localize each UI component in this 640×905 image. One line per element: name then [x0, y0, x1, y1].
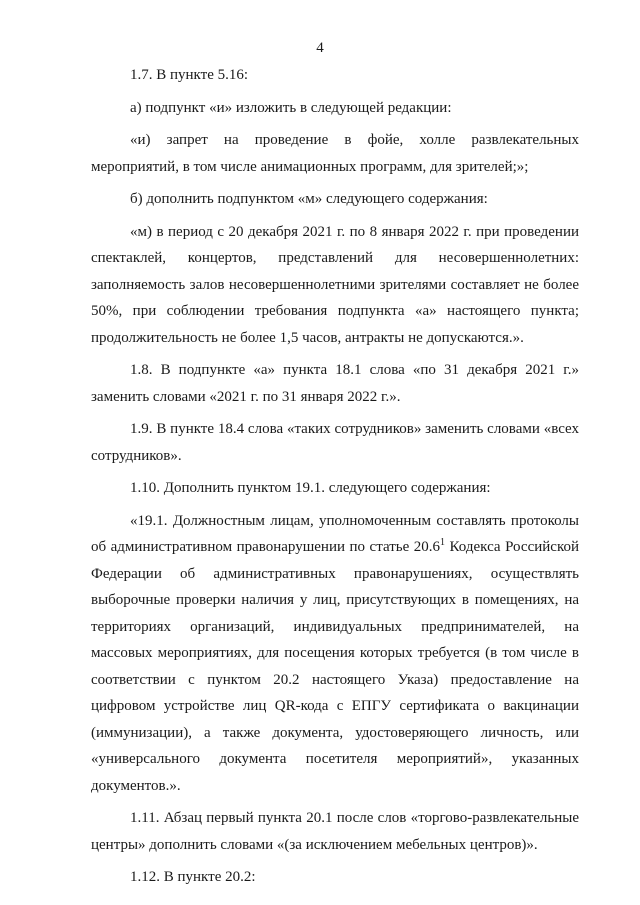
page-number: 4: [316, 40, 324, 56]
paragraph-1-11: 1.11. Абзац первый пункта 20.1 после слов «торгово-развлекательные центры» дополнить словами «(за исключением мебельных центров)».: [91, 810, 579, 853]
document-body: [91, 62, 579, 897]
paragraph-1-7: 1.7. В пункте 5.16:: [130, 67, 249, 83]
superscript-footnote: 1: [440, 537, 446, 548]
paragraph-quote-m: «м) в период с 20 декабря 2021 г. по 8 января 2022 г. при проведении спектаклей, концертов, представлений для несовершеннолетних: заполняемость залов несовершеннолетними зрителями составляет не более 50%, при соблюдении требования подпункта «а» настоящего пункта; продолжительность не более 1,5 часов, антракты не допускаются.».: [91, 223, 579, 346]
paragraph-subitem-b: б) дополнить подпунктом «м» следующего содержания:: [130, 191, 488, 207]
paragraph-19-1-start: «19.1. Должностным лицам, уполномоченным составлять протоколы об административном правонарушении по статье 20.6: [91, 512, 579, 555]
paragraph-1-10: 1.10. Дополнить пунктом 19.1. следующего содержания:: [130, 480, 491, 496]
paragraph-1-9: 1.9. В пункте 18.4 слова «таких сотрудников» заменить словами «всех сотрудников».: [91, 421, 579, 464]
paragraph-1-8: 1.8. В подпункте «а» пункта 18.1 слова «по 31 декабря 2021 г.» заменить словами «2021 г. по 31 января 2022 г.».: [91, 362, 579, 405]
paragraph-subitem-a: а) подпункт «и» изложить в следующей редакции:: [130, 99, 452, 116]
paragraph-19-1: [91, 508, 579, 800]
paragraph-1-12: 1.12. В пункте 20.2:: [130, 869, 256, 885]
paragraph-19-1-rest: Кодекса Российской Федерации об административных правонарушениях, осуществлять выборочные проверки наличия у лиц, присутствующих в помещениях, на территориях организаций, индивидуальных предпринимателей, на массовых мероприятиях, для посещения которых требуется (в том числе в соответствии с пунктом 20.2 настоящего Указа) предоставление на цифровом устройстве лиц QR-кода с ЕПГУ сертификата о вакцинации (иммунизации), а также документа, удостоверяющего личность, или «универсального документа посетителя мероприятий», указанных документов.».: [91, 539, 580, 794]
paragraph-quote-i: «и) запрет на проведение в фойе, холле развлекательных мероприятий, в том числе анимационных программ, для зрителей;»;: [91, 132, 579, 175]
